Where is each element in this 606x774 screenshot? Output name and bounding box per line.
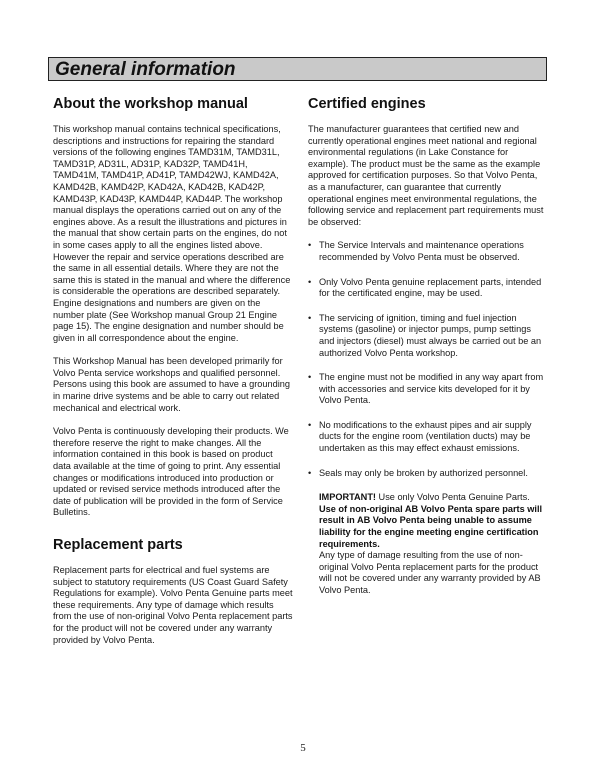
bullet-icon: • (308, 276, 312, 287)
list-item (308, 420, 546, 455)
workshop-manual-paragraph-3: Volvo Penta is continuously developing their products. We therefore reserve the right to make changes. All the information contained in this book is based on product data available at the time of going to print. Any essential changes or modifications introduced into production or updated or revised service methods introduced after the date of publication will be provided in the form of Service Bulletins. (53, 426, 289, 518)
important-notice (308, 492, 546, 596)
bullet-icon: • (308, 467, 312, 478)
list-item (308, 240, 546, 263)
heading-replacement-parts: Replacement parts (53, 537, 183, 553)
bullet-icon: • (308, 240, 312, 251)
list-item-text: The Service Intervals and maintenance operations recommended by Volvo Penta must be observed. (319, 240, 524, 262)
list-item (308, 313, 546, 359)
section-banner (48, 57, 547, 81)
bullet-icon: • (308, 419, 312, 430)
bullet-icon: • (308, 372, 312, 383)
list-item-text: Seals may only be broken by authorized personnel. (319, 467, 528, 478)
list-item-text: No modifications to the exhaust pipes and air supply ducts for the engine room (ventilation ducts) may be undertaken as this may effect exhaust emissions. (319, 419, 532, 454)
certified-engines-intro: The manufacturer guarantees that certified new and currently operational engines meet national and regional environmental regulations (in Lake Constance for example). The product must be the same as the example approved for certification purposes. So that Volvo Penta, as a manufacturer, can guarantee that currently operational engines meet environmental regulations, the following service and replacement part requirements must be observed: (308, 124, 544, 227)
section-title: General information (55, 59, 236, 80)
heading-workshop-manual: About the workshop manual (53, 96, 248, 112)
right-column (308, 94, 546, 597)
list-item (308, 277, 546, 300)
left-column (53, 94, 293, 646)
important-warning: Use of non-original AB Volvo Penta spare parts will result in AB Volvo Penta being unable to assume liability for the engine meeting engine certification requirements. (319, 503, 543, 549)
list-item-text: The engine must not be modified in any way apart from with accessories and service kits developed for it by Volvo Penta. (319, 372, 544, 406)
workshop-manual-paragraph-1: This workshop manual contains technical specifications, descriptions and instructions for repairing the standard versions of the following engines TAMD31M, TAMD31L, TAMD31P, AD31L, AD31P, KAD32P, TAMD41H, TAMD41M, TAMD41P, AD41P, TAMD42WJ, KAMD42A, KAMD42B, KAMD42P, KAD42A, KAD42B, KAD42P, KAMD43P, KAD43P, KAMD44P, KAD44P. The workshop manual displays the operations carried out on any of the engines above. As a result the illustrations and pictures in the manual that show certain parts on the engines, do not in some cases apply to all the engines listed above. However the repair and service operations described are the same in all essential details. Where they are not the same this is stated in the manual and where the difference is considerable the operations are described separately. Engine designations and numbers are given on the number plate (See Workshop manual Group 21 Engine page 15). The engine designation and number should be given in all correspondence about the engine. (53, 124, 291, 343)
list-item (308, 372, 546, 407)
list-item-text: Only Volvo Penta genuine replacement parts, intended for the certificated engine, may be used. (319, 276, 542, 299)
list-item-text: The servicing of ignition, timing and fuel injection systems (gasoline) or injector pumps, pump settings and injectors (diesel) must always be carried out be an authorized Volvo Penta workshop. (319, 312, 542, 358)
important-warranty-note: Any type of damage resulting from the use of non-original Volvo Penta replacement parts for the product will not be covered under any warranty provided by AB Volvo Penta. (319, 550, 541, 595)
important-label: IMPORTANT! (319, 492, 376, 503)
certification-requirements-list (308, 240, 546, 479)
workshop-manual-paragraph-2: This Workshop Manual has been developed primarily for Volvo Penta service workshops and qualified personnel. Persons using this book are assumed to have a grounding in marine drive systems and be able to carry out related mechanical and electrical work. (53, 356, 290, 413)
list-item (308, 468, 546, 480)
important-text: Use only Volvo Penta Genuine Parts. (376, 492, 530, 503)
heading-certified-engines: Certified engines (308, 96, 426, 112)
page-number: 5 (300, 742, 306, 754)
replacement-parts-paragraph: Replacement parts for electrical and fuel systems are subject to statutory requirements (US Coast Guard Safety Regulations for example). Volvo Penta Genuine parts meet these requirements. Any type of damage which results from the use of non-original Volvo Penta replacement parts for the product will not be covered under any warranty provided by Volvo Penta. (53, 565, 293, 645)
bullet-icon: • (308, 312, 312, 323)
